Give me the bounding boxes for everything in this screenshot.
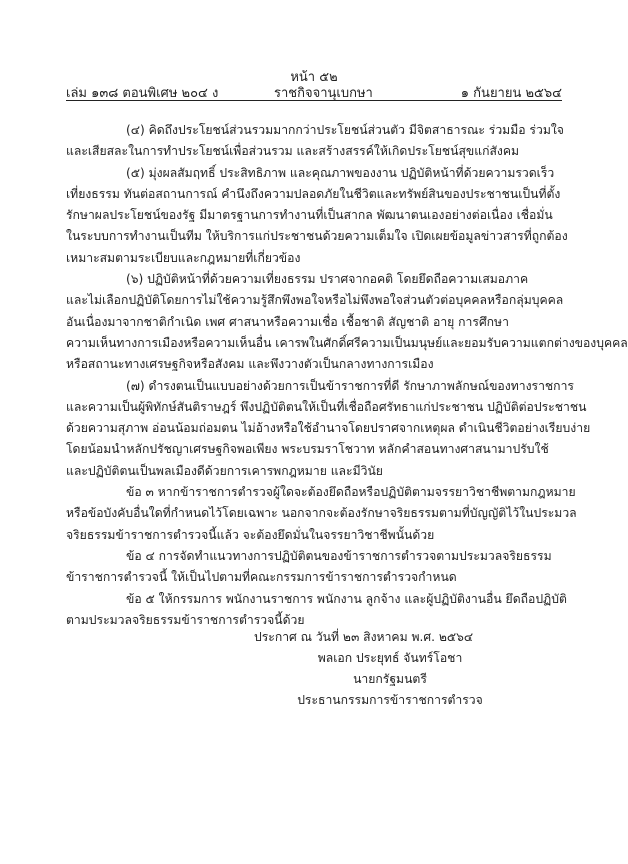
paragraph	[66, 163, 568, 269]
paragraph	[66, 376, 591, 482]
line-text: ข้อ ๕ ให้กรรมการ พนักงานราชการ พนักงาน ลูกจ้าง และผู้ปฏิบัติงานอื่น ยึดถือปฏิบัติ	[126, 591, 567, 606]
paragraph	[66, 482, 577, 546]
text-line	[66, 269, 562, 290]
text-line	[66, 290, 562, 311]
signature-block	[240, 627, 540, 711]
volume-info: เล่ม ๑๓๘ ตอนพิเศษ ๒๐๔ ง	[66, 86, 219, 101]
line-text: จริยธรรมข้าราชการตำรวจนี้แล้ว จะต้องยึดมั่นในจรรยาวิชาชีพนั้นด้วย	[66, 527, 435, 542]
line-text: (๖) ปฏิบัติหน้าที่ด้วยความเที่ยงธรรม ปราศจากอคติ โดยยึดถือความเสมอภาค	[126, 272, 529, 287]
line-text: รักษาผลประโยชน์ของรัฐ มีมาตรฐานการทำงานที่เป็นสากล พัฒนาตนเองอย่างต่อเนื่อง เชื่อมั่น	[66, 208, 553, 223]
text-line	[66, 525, 562, 546]
line-text: เที่ยงธรรม ทันต่อสถานการณ์ คำนึงถึงความปลอดภัยในชีวิตและทรัพย์สินของประชาชนเป็นที่ตั้ง	[66, 186, 561, 201]
publication-date: ๑ กันยายน ๒๕๖๔	[460, 86, 562, 101]
announcement-date: ประกาศ ณ วันที่ ๒๓ สิงหาคม พ.ศ. ๒๕๖๔	[254, 630, 474, 644]
text-line	[66, 439, 562, 460]
line-text: เหมาะสมตามระเบียบและกฎหมายที่เกี่ยวข้อง	[66, 250, 301, 265]
text-line	[66, 312, 562, 333]
text-line	[66, 120, 562, 141]
gazette-name: ราชกิจจานุเบกษา	[274, 86, 373, 101]
line-text: โดยน้อมนำหลักปรัชญาเศรษฐกิจพอเพียง พระบรมราโชวาท หลักคำสอนทางศาสนามาปรับใช้	[66, 442, 549, 457]
line-text: ข้าราชการตำรวจนี้ ให้เป็นไปตามที่คณะกรรมการข้าราชการตำรวจกำหนด	[66, 570, 457, 585]
paragraph	[66, 589, 567, 632]
line-text: หรือข้อบังคับอื่นใดที่กำหนดไว้โดยเฉพาะ นอกจากจะต้องรักษาจริยธรรมตามที่บัญญัติไว้ในประมวล	[66, 506, 577, 521]
text-line	[66, 205, 562, 226]
text-line	[66, 546, 562, 567]
gazette-header	[66, 82, 562, 100]
text-line	[66, 482, 576, 503]
text-line	[66, 248, 562, 269]
text-line	[66, 397, 587, 418]
line-text: ในระบบการทำงานเป็นทีม ให้บริการแก่ประชาชนด้วยความเต็มใจ เปิดเผยข้อมูลข่าวสารที่ถูกต้อง	[66, 229, 568, 244]
text-line	[66, 376, 574, 397]
line-text: และไม่เลือกปฏิบัติโดยการไม่ใช้ความรู้สึกพึงพอใจหรือไม่พึงพอใจส่วนตัวต่อบุคคลหรือกลุ่มบุคคล	[66, 293, 564, 308]
paragraph	[66, 120, 562, 163]
line-text: ด้วยความสุภาพ อ่อนน้อมถ่อมตน ไม่อ้างหรือใช้อำนาจโดยปราศจากเหตุผล ดำเนินชีวิตอย่างเรียบง่าย	[66, 421, 591, 436]
line-text: ข้อ ๔ การจัดทำแนวทางการปฏิบัติตนของข้าราชการตำรวจตามประมวลจริยธรรม	[126, 548, 552, 563]
text-line	[66, 589, 567, 610]
line-text: (๕) มุ่งผลสัมฤทธิ์ ประสิทธิภาพ และคุณภาพของงาน ปฏิบัติหน้าที่ด้วยความรวดเร็ว	[126, 165, 555, 180]
text-line	[66, 354, 562, 375]
signatory-name: พลเอก ประยุทธ์ จันทร์โอชา	[317, 651, 463, 665]
signatory-role: ประธานกรรมการข้าราชการตำรวจ	[297, 693, 483, 707]
line-text: (๔) คิดถึงประโยชน์ส่วนรวมมากกว่าประโยชน์ส่วนตัว มีจิตสาธารณะ ร่วมมือ ร่วมใจ	[126, 123, 564, 137]
line-text: และปฏิบัติตนเป็นพลเมืองดีด้วยการเคารพกฎหมาย และมีวินัย	[66, 463, 383, 478]
line-text: และเสียสละในการทำประโยชน์เพื่อส่วนรวม และสร้างสรรค์ให้เกิดประโยชน์สุขแก่สังคม	[66, 144, 520, 159]
paragraph	[66, 269, 628, 375]
page-number: หน้า ๕๒	[290, 70, 338, 85]
text-line	[66, 141, 562, 162]
text-line	[66, 567, 562, 588]
text-line	[66, 226, 568, 247]
line-text: (๗) ดำรงตนเป็นแบบอย่างด้วยการเป็นข้าราชการที่ดี รักษาภาพลักษณ์ของทางราชการ	[126, 378, 574, 393]
line-text: ตามประมวลจริยธรรมข้าราชการตำรวจนี้ด้วย	[66, 612, 305, 627]
text-line	[66, 418, 591, 439]
line-text: ความเห็นทางการเมืองหรือความเห็นอื่น เคารพในศักดิ์ศรีความเป็นมนุษย์และยอมรับความแตกต่างของบุคคล	[66, 335, 628, 350]
document-body	[66, 120, 628, 631]
text-line	[66, 184, 562, 205]
signatory-position: นายกรัฐมนตรี	[353, 672, 427, 686]
text-line	[66, 503, 577, 524]
line-text: และความเป็นผู้พิทักษ์สันติราษฎร์ พึงปฏิบัติตนให้เป็นที่เชื่อถือศรัทธาแก่ประชาชน ปฏิบัติต่อประชาชน	[66, 399, 587, 414]
line-text: หรือสถานะทางเศรษฐกิจหรือสังคม และพึงวางตัวเป็นกลางทางการเมือง	[66, 357, 434, 372]
text-line	[66, 163, 562, 184]
text-line	[66, 461, 562, 482]
text-line	[66, 333, 628, 354]
paragraph	[66, 546, 562, 589]
header-rule	[66, 100, 562, 101]
line-text: อันเนื่องมาจากชาติกำเนิด เพศ ศาสนาหรือความเชื่อ เชื้อชาติ สัญชาติ อายุ การศึกษา	[66, 314, 509, 329]
line-text: ข้อ ๓ หากข้าราชการตำรวจผู้ใดจะต้องยึดถือหรือปฏิบัติตามจรรยาวิชาชีพตามกฎหมาย	[126, 485, 576, 500]
